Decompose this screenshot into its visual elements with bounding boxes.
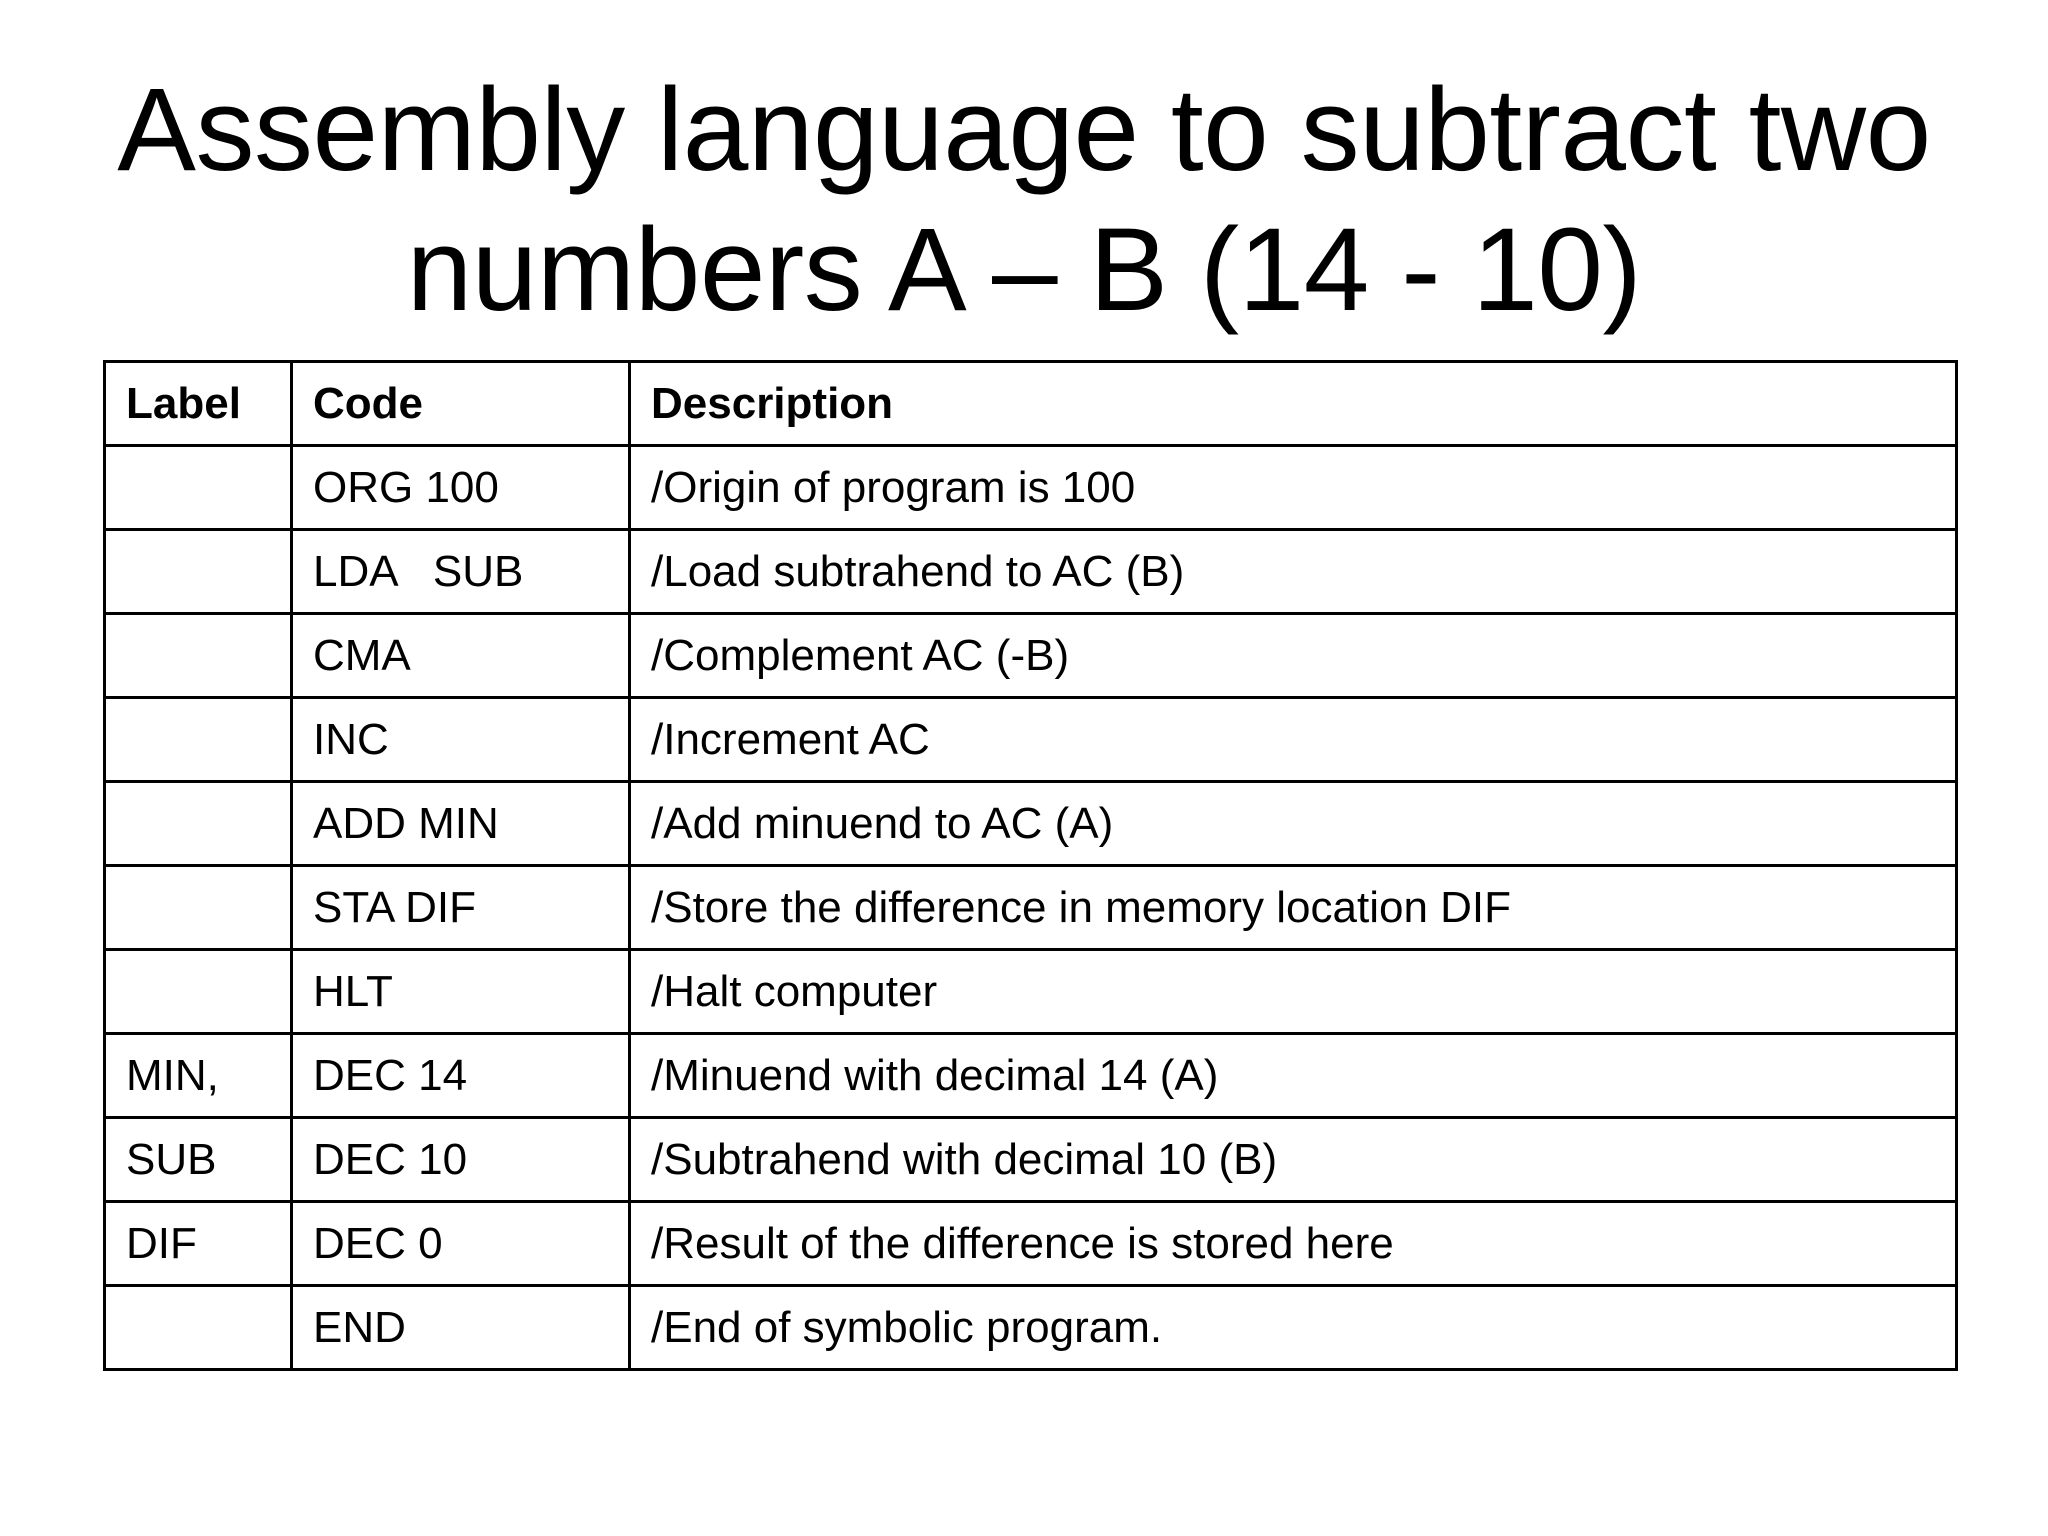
cell-description: /Result of the difference is stored here xyxy=(630,1202,1957,1286)
cell-code: END xyxy=(292,1286,630,1370)
cell-description: /Increment AC xyxy=(630,698,1957,782)
slide-title-line-1: Assembly language to subtract two xyxy=(117,64,1931,196)
cell-label xyxy=(105,950,292,1034)
cell-code: ORG 100 xyxy=(292,446,630,530)
cell-label: DIF xyxy=(105,1202,292,1286)
table-row xyxy=(105,1286,1957,1370)
cell-label xyxy=(105,446,292,530)
header-code: Code xyxy=(292,362,630,446)
cell-description: /Halt computer xyxy=(630,950,1957,1034)
cell-label xyxy=(105,866,292,950)
cell-code: ADD MIN xyxy=(292,782,630,866)
table-row xyxy=(105,1118,1957,1202)
table-row xyxy=(105,950,1957,1034)
table-header-row xyxy=(105,362,1957,446)
cell-label: SUB xyxy=(105,1118,292,1202)
cell-label xyxy=(105,614,292,698)
cell-description: /Store the difference in memory location DIF xyxy=(630,866,1957,950)
table-row xyxy=(105,782,1957,866)
cell-label xyxy=(105,530,292,614)
cell-label xyxy=(105,1286,292,1370)
table-row xyxy=(105,1202,1957,1286)
cell-code: DEC 14 xyxy=(292,1034,630,1118)
slide-title xyxy=(0,60,2048,340)
cell-code: DEC 10 xyxy=(292,1118,630,1202)
cell-code: INC xyxy=(292,698,630,782)
cell-label: MIN, xyxy=(105,1034,292,1118)
cell-description: /Minuend with decimal 14 (A) xyxy=(630,1034,1957,1118)
cell-description: /End of symbolic program. xyxy=(630,1286,1957,1370)
cell-code: HLT xyxy=(292,950,630,1034)
table-row xyxy=(105,698,1957,782)
cell-code: DEC 0 xyxy=(292,1202,630,1286)
cell-code: LDA SUB xyxy=(292,530,630,614)
cell-description: /Load subtrahend to AC (B) xyxy=(630,530,1957,614)
cell-code: STA DIF xyxy=(292,866,630,950)
table-row xyxy=(105,866,1957,950)
table-row xyxy=(105,1034,1957,1118)
table-row xyxy=(105,530,1957,614)
cell-description: /Add minuend to AC (A) xyxy=(630,782,1957,866)
table-row xyxy=(105,614,1957,698)
header-label: Label xyxy=(105,362,292,446)
cell-description: /Subtrahend with decimal 10 (B) xyxy=(630,1118,1957,1202)
cell-description: /Complement AC (-B) xyxy=(630,614,1957,698)
table-row xyxy=(105,446,1957,530)
slide-title-line-2: numbers A – B (14 - 10) xyxy=(406,204,1642,336)
header-description: Description xyxy=(630,362,1957,446)
assembly-code-table xyxy=(103,360,1958,1371)
cell-description: /Origin of program is 100 xyxy=(630,446,1957,530)
cell-label xyxy=(105,698,292,782)
cell-code: CMA xyxy=(292,614,630,698)
cell-label xyxy=(105,782,292,866)
